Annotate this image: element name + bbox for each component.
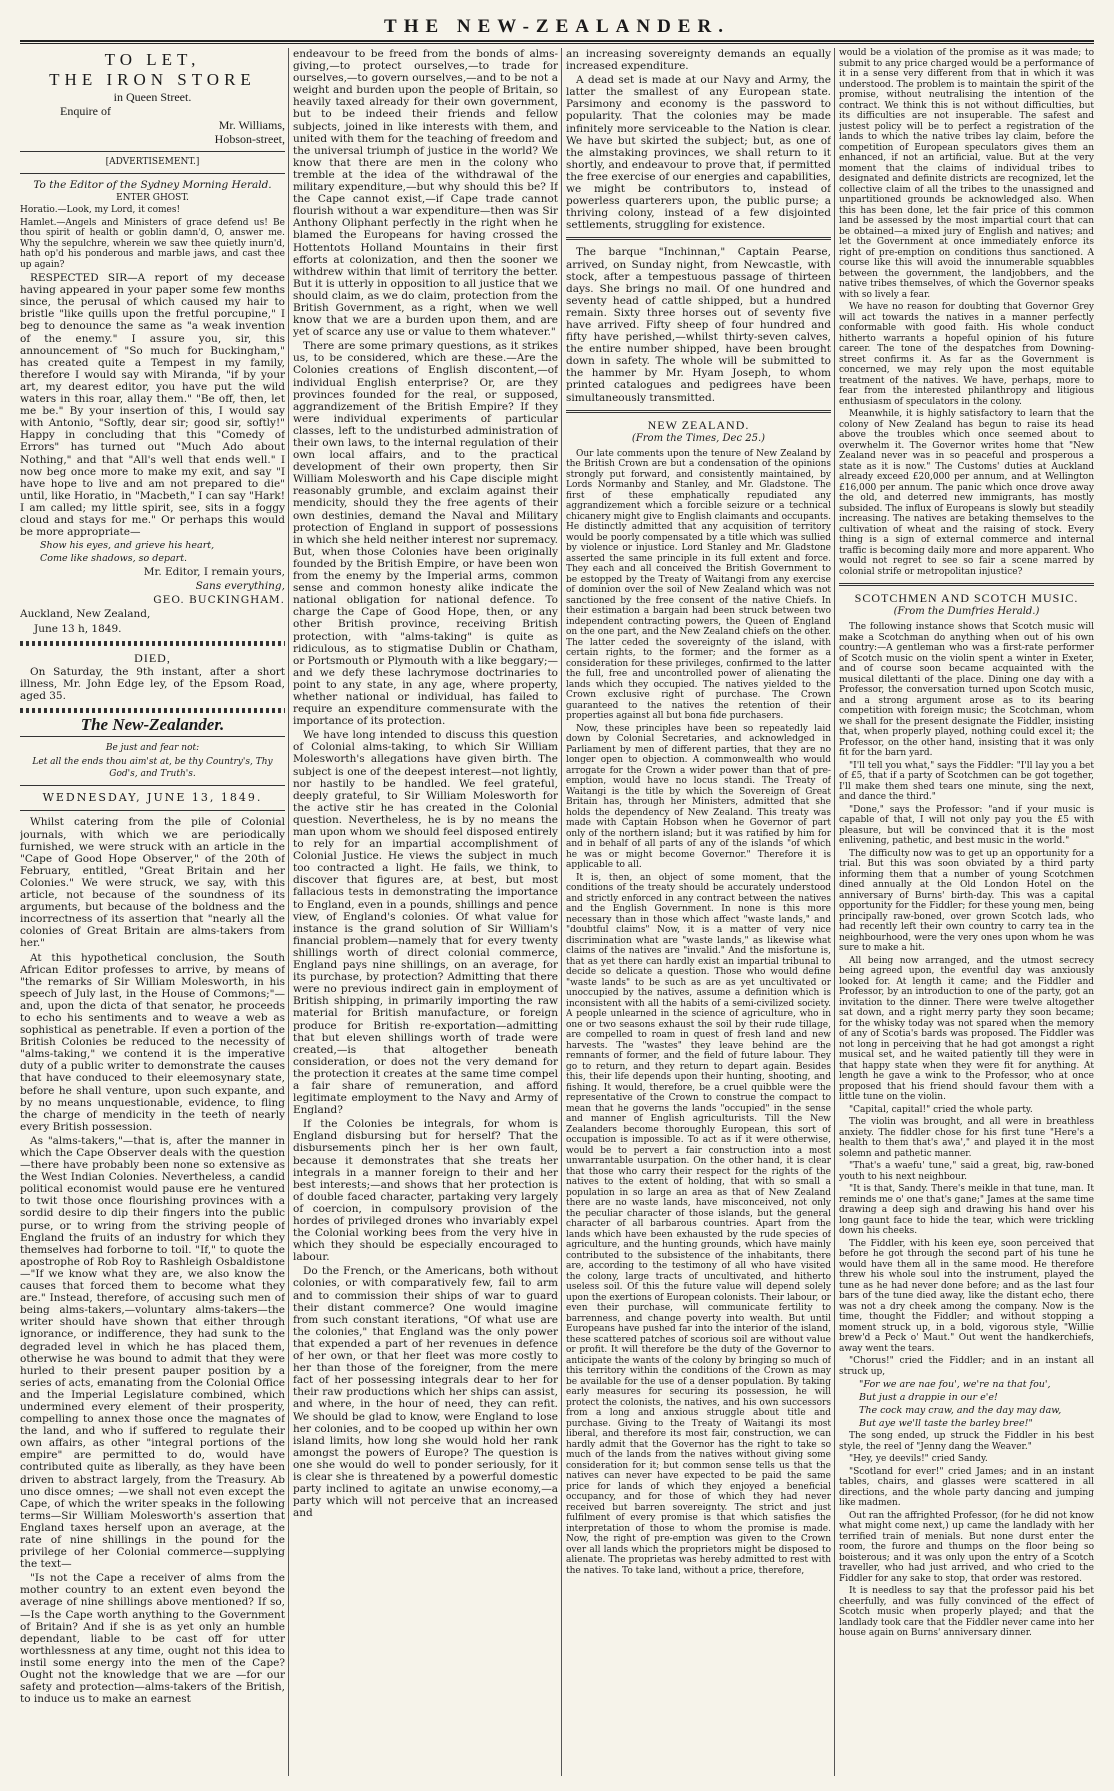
ad-line: Enquire of xyxy=(60,104,111,118)
article-heading: SCOTCHMEN AND SCOTCH MUSIC. xyxy=(854,591,1079,605)
verse-line: But just a drappie in our e'e! xyxy=(859,1392,998,1404)
article-paragraph: The song ended, up struck the Fiddler in his best style, the reel of "Jenny dang the Weaver." xyxy=(839,1431,1094,1452)
article-paragraph: "Scotland for ever!" cried James; and in an instant tables, chairs, and glasses were scattered in all directions, and the whole party dancing and jumping like madmen. xyxy=(839,1466,1094,1509)
column-4 xyxy=(839,48,1094,1776)
article-heading: NEW ZEALAND. xyxy=(647,417,750,432)
column-divider xyxy=(834,48,835,1776)
article-paragraph: Now, these principles have been so repeatedly laid down by Colonial Secretaries, and acknowledged in Parliament by men of different parties, that they are no longer open to objection. A commonwealth who would arrogate for the Crown a wider power than that of pre-emption, would have no locus standi. The Treaty of Waitangi is the title by which the Sovereign of Great Britain has, through her Ministers, admitted that she holds the dependency of New Zealand. This treaty was made with Captain Hobson when he Governor of part only of the northern island; but it was ratified by him for and in behalf of all parts of any of the islands "of which he was or might become Governor." Therefore it is applicable to all. xyxy=(566,723,831,871)
shipping-news: The barque "Inchinnan," Captain Pearse, arrived, on Sunday night, from Newcastle, with stock, after a tempestuous passage of thirteen days. She brings no mail. Of one hundred and seventy head of cattle shipped, but a hundred remain. Sixty three horses out of seventy five have arrived. Fifty sheep of four hundred and fifty have perished,—whilst thirty-seven calves, the entire number shipped, have been brought down in safety. The whole will be submitted to the hammer by Mr. Hyam Joseph, to whom printed catalogues and pedigrees have been simultaneously transmitted. xyxy=(566,246,831,404)
motto-line: Let all the ends thou aim'st at, be thy Country's, Thy God's, and Truth's. xyxy=(32,757,273,780)
ad-line: TO LET, xyxy=(104,50,201,69)
ad-headline: THE IRON STORE xyxy=(49,70,256,89)
editorial-paragraph: At this hypothetical conclusion, the South African Editor professes to arrive, by means of "the remarks of Sir William Molesworth, in his speech of July last, in the House of Commons;"—and, upon the dicta of that senator, he proceeds to echo his sentiments and to weave a web as sophistical as penetrable. If even a portion of the British Colonies be reduced to the necessity of "alms-taking," we contend it is the imperative duty of a public writer to demonstrate the causes that have conduced to their eleemosynary state, before he shall venture, upon such expante, and by no means unquestionable, evidence, to fling the charge of mendicity in the teeth of nearly every British possession. xyxy=(20,951,285,1133)
columns xyxy=(20,48,1094,1776)
verse-line: "For we are nae fou', we're na that fou', xyxy=(859,1379,1051,1391)
article-paragraph: "Hey, ye deevils!" cried Sandy. xyxy=(849,1454,988,1465)
divider xyxy=(839,583,1094,586)
masthead-rule xyxy=(20,40,1094,42)
editorial-paragraph: endeavour to be freed from the bonds of alms-giving,—to protect ourselves,—to trade for ourselves,—to govern ourselves,—and to be not a weight and burden upon the people of Britain, so heavily taxed already for their own government, but to be indeed their friends and fellow subjects, joined in like interests with them, and united with them for the teaching of freedom and the universal triumph of justice in the world? We know that there are men in the colony who tremble at the idea of the withdrawal of the military expenditure,—but why should this be? If the Cape cannot exist,—if Cape trade cannot flourish without a war expenditure—then was Sir Anthony Oliphant perfectly in the right when he blamed the Europeans for having crossed the Hottentots Holland Mountains in their first efforts at colonization, and then the sooner we withdrew within that limit of territory the better. But it is utterly in opposition to all justice that we should claim, as we do claim, protection from the British Government, as a right, when we well know that we are a burden upon them, and are yet of scarce any use or value to them whatever." xyxy=(293,48,558,339)
verse-line: But aye we'll taste the barley bree!" xyxy=(859,1418,1033,1430)
editorial-paragraph: Do the French, or the Americans, both without colonies, or with comparatively few, fail to arm and to commission their ships of war to guard their distant commerce? One would imagine from such constant iterations, "Of what use are the colonies," that England was the only power that expended a part of her revenues in defence of her own, or that her fleet was more costly to her than those of the foreigner, from the mere fact of her possessing integrals dear to her for their raw productions which her ships can assist, and where, in the hour of need, they can refit. We should be glad to know, were England to lose her colonies, and to be cooped up within her own island limits, how long she would hold her rank amongst the powers of Europe? The question is one she would do well to ponder seriously, for it is clear she is threatened by a powerful domestic party inclined to agitate an unwise economy,—a party which will not perceive that an increased and xyxy=(293,1265,558,1520)
editorial-paragraph: an increasing sovereignty demands an equally increased expenditure. xyxy=(566,48,831,73)
editorial-paragraph: Whilst catering from the pile of Colonial journals, with which we are periodically furnished, we were struck with an article in the "Cape of Good Hope Observer," of the 20th of February, entitled, "Great Britain and her Colonies." We were struck, we say, with this article, not because of the soundness of its arguments, but because of the boldness and the incorrectness of its assertion that "nearly all the colonies of Great Britain are alms-takers from her." xyxy=(20,816,285,950)
to-let-advert xyxy=(20,50,285,146)
article-source: (From the Dumfries Herald.) xyxy=(893,606,1040,618)
ad-line: Mr. Williams, xyxy=(218,118,285,132)
divider xyxy=(20,810,285,811)
divider xyxy=(20,151,285,152)
letter-closing-2: Sans everything, xyxy=(195,580,285,593)
column-2 xyxy=(293,48,558,1776)
article-paragraph: would be a violation of the promise as it was made; to submit to any price charged would be a performance of it in a sense very different from that in which it was understood. The problem is to maintain the spirit of the promise, without neutralising the intention of the contract. We think this is not without difficulties, but its difficulties are not insuperable. The safest and justest policy will be to perfect a registration of the lands to which the native tribes lay claim, before the competition of European speculators gives them an enhanced, if not an artificial, value. But at the very moment that the claims of individual tribes to designated and definite districts are recognized, let the collective claim of all the tribes to the unassigned and unpartitioned grounds be acknowledged also. When this has been done, let the fair price of this common land be assessed by the most impartial court that can be obtained—a mixed jury of English and natives; and let the Government at once immediately enforce its right of pre-emption on conditions thus sanctioned. A course like this will avoid the innumerable squabbles between the government, the landjobbers, and the native tribes themselves, of which the Governor speaks with so lively a fear. xyxy=(839,48,1094,300)
issue-date: WEDNESDAY, JUNE 13, 1849. xyxy=(42,791,263,805)
editorial-paragraph: There are some primary questions, as it strikes us, to be considered, which are these.—Are the Colonies creations of English discontent,—of individual English enterprise? Or, are they provinces founded for the real, or supposed, aggrandizement of the British Empire? If they were individual experiments of particular classes, left to the undisturbed administration of their own laws, to the internal regulation of their own local affairs, and to the practical development of their own property, then Sir William Molesworth and his Cape disciple might reasonably grumble, and exclaim against their mendicity, should they the free agents of their own destinies, demand the Naval and Military protection of England in support of possessions in which she held neither interest nor supremacy. But, when those Colonies have been originally founded by the British Empire, or have been won from the enemy by the Imperial arms, common sense and common honesty alike indicate the national obligation for national defence. To charge the Cape of Good Hope, then, or any other British province, receiving British protection, with "alms-taking" is quite as ridiculous, as to stigmatise Dublin or Chatham, or Portsmouth or Plymouth with a like beggary;—and we defy these lachrymose doctrinaries to point to any state, in any age, where property, whether national or individual, has failed to require an expenditure commensurate with the importance of its protection. xyxy=(293,340,558,728)
editorial-paragraph: As "alms-takers,"—that is, after the manner in which the Cape Observer deals with the question—there have probably been none so extensive as the West Indian Colonies. Nevertheless, a candid political economist would pause ere he ventured to twit those once flourishing provinces with a sordid desire to dip their fingers into the public purse, or to wring from the striving people of England the fruits of an industry for which they themselves had forborne to toil. "If," to quote the apostrophe of Rob Roy to Rashleigh Osbaldistone—"If we know what they are, we also know the causes that forced them to become what they are." Instead, therefore, of accusing such men of being alms-takers,—voluntary alms-takers—the writer should have shown that either through ignorance, or indifference, they had sunk to the degraded level in which he has placed them, otherwise he was bound to admit that they were hurled to their present pauper position by a series of acts, emanating from the Colonial Office and the Imperial Legislature combined, which undermined every element of their prosperity, compelling to annex those once the magnates of the land, and who if suffered to regulate their own affairs, as other "integral portions of the empire" are permitted to do, would have contributed quite as liberally, as they have been driven to abstract largely, from the Treasury. Ab uno disce omnes; —we shall not even except the Cape, of which the writer speaks in the following terms—Sir William Molesworth's assertion that England taxes herself upon an average, at the rate of nine shillings in the pound for the privilege of her Colonial commerce—supplying the text— xyxy=(20,1134,285,1571)
article-source: (From the Times, Dec 25.) xyxy=(631,432,766,444)
divider xyxy=(20,173,285,174)
divider xyxy=(20,785,285,786)
advert-label: [ADVERTISEMENT.] xyxy=(105,157,200,167)
article-paragraph: "Capital, capital!" cried the whole party. xyxy=(849,1104,1033,1115)
verse-line: Show his eyes, and grieve his heart, xyxy=(40,540,215,552)
paper-title: The New-Zealander. xyxy=(80,715,225,734)
motto-line: Be just and fear not: xyxy=(105,743,200,754)
letter-body: RESPECTED SIR—A report of my decease having appeared in your paper some few months since, the perusal of which caused my hair to bristle "like quills upon the fretful porcupine," I beg to denounce the same as "a weak invention of the enemy." I assure you, sir, this announcement of "So much for Buckingham," has created quite a Tempest in my family, therefore I would say with Miranda, "if by your art, my dearest editor, you have put the wild waters in this roar, allay them." "Be off, then, let me be." By your insertion of this, I would say with Antonio, "Softly, dear sir; good sir, softly!" Happy in concluding that this "Comedy of Errors" has turned out "Much Ado about Nothing," and that "All's well that ends well." I now beg once more to make my exit, and say "I have hope to live and am not prepared to die" until, like Horatio, in "Macbeth," I can say "Hark! I am called; my little spirit, see, sits in a foggy cloud and stays for me." Or perhaps this would be more appropriate— xyxy=(20,272,285,539)
article-paragraph: "Chorus!" cried the Fiddler; and in an instant all struck up, xyxy=(839,1356,1094,1377)
column-divider xyxy=(288,48,289,1776)
verse-line: The cock may craw, and the day may daw, xyxy=(859,1405,1062,1417)
verse-line: Come like shadows, so depart. xyxy=(40,553,188,565)
quote-hamlet: Hamlet.—Angels and Ministers of grace defend us! Be thou spirit of health or goblin damn'd, O, answer me. Why the sepulchre, wherein we saw thee quietly inurn'd, hath op'd his ponderous and marble jaws, and cast thee up again? xyxy=(20,217,285,270)
ad-line: in Queen Street. xyxy=(113,90,192,104)
letter-place: Auckland, New Zealand, xyxy=(20,608,151,621)
article-paragraph: It is, then, an object of some moment, that the conditions of the treaty should be accurately understood and strictly enforced in any contract between the natives and the English Government. In none is this more necessary than in those which affect "waste lands," and "doubtful claims" Now, it is a matter of very nice discrimination what are "waste lands," as likewise what claims of the natives are "invalid." And the misfortune is, that as yet there can hardly exist an impartial tribunal to decide so delicate a question. Those who would define "waste lands" to be such as are as yet uncultivated or unoccupied by the natives, assume a definition which is inconsistent with all the habits of a semi-civilized society. A people unlearned in the science of agriculture, who in one or two seasons exhaust the soil by their rude tillage, are compelled to roam in quest of fresh land and new harvests. The "wastes" they leave behind are the remnants of former, and the field of future labour. They go to return, and they return to depart again. Besides this, their life depends upon their hunting, shooting, and fishing. It would, therefore, be a cruel quibble were the representative of the Crown to construe the compact to mean that he governs the lands "occupied" in the sense and manner of English agriculturists. Till the New Zealanders become thoroughly European, this sort of occupation is impossible. To act as if it were otherwise, would be to pervert a fair construction into a most unwarrantable usurpation. On the other hand, it is clear that those who carry their respect for the rights of the natives to the extent of holding, that with so small a population in so large an area as that of New Zealand there are no waste lands, have misconceived, not only the peculiar character of those islands, but the general character of all barbarous countries. Apart from the lands which have been exhausted by the rude species of agriculture, and the hunting grounds, which have mainly contributed to the subsistence of the inhabitants, there are, according to the testimony of all who have visited the colony, large tracts of uncultivated, and hitherto useless soil. Of this the future value will depend solely upon the exertions of European colonists. Their labour, or even their purchase, will communicate fertility to barrenness, and change poverty into wealth. But until Europeans have pushed far into the interior of the island, these scattered patches of scorious soil are without value or profit. It will therefore be the duty of the Governor to anticipate the wants of the colony by bringing so much of this territory within the conditions of the Crown as may be available for the use of a denser population. By taking early measures for securing its possession, he will protect the colonists, the natives, and his own successors from a long and anxious struggle about title and purchase. Giving to the Treaty of Waitangi its most liberal, and therefore its most fair, construction, we can hardly admit that the Governor has the right to take so much of the lands from the natives without giving some consideration for it; but common sense tells us that the natives can never have expected to be paid the same price for lands of which they enjoyed a beneficial occupancy, and for those of which they had never received but barren sovereignty. The strict and just fulfilment of every promise is that which satisfies the interpretation of those to whom the promise is made. Now, the right of pre-emption was given to the Crown over all lands which the proprietors might be disposed to alienate. The proprietas was hereby admitted to rest with the natives. To take land, without a price, therefore, xyxy=(566,872,831,1576)
article-paragraph: We have no reason for doubting that Governor Grey will act towards the natives in a manner perfectly conformable with good faith. His whole conduct hitherto warrants a hopeful opinion of his future career. The tone of the despatches from Downing-street confirms it. As far as the Government is concerned, we may rely upon the most equitable treatment of the natives. We have, perhaps, more to fear from the interested philanthropy and litigious enthusiasm of speculators in the colony. xyxy=(839,302,1094,407)
letter-date: June 13 h, 1849. xyxy=(34,622,122,635)
died-notice: On Saturday, the 9th instant, after a short illness, Mr. John Edge ley, of the Epsom Road, aged 35. xyxy=(20,665,285,702)
editorial-paragraph: We have long intended to discuss this question of Colonial alms-taking, to which Sir William Molesworth's allegations have given birth. The subject is one of the deepest interest—not lightly, nor hastily to be handled. We feel grateful, deeply grateful, to Sir William Molesworth for the active stir he has created in the Colonial question. Nevertheless, he is by no means the man upon whom we should feel disposed entirely to rely for an impartial accomplishment of Colonial Justice. He views the subject in much too contracted a light. He fails, we think, to discover that figures are, at best, but most fallacious tests in demonstrating the importance to England, even in a pounds, shillings and pence view, of England's colonies. Of what value for instance is the grand solution of Sir William's financial problem—namely that for every twenty shillings worth of direct colonial commerce, England pays nine shillings, on an average, for its purchase, by protection? Admitting that there were no previous indirect gain in employment of British shipping, in primarily importing the raw material for British manufacture, or foreign produce for British re-exportation—admitting that but eleven shillings worth of trade were created,—is that altogether beneath consideration, or does not the very demand for the protection it creates at the same time compel a fair share of remuneration, and afford legitimate employment to the Navy and Army of England? xyxy=(293,729,558,1117)
article-paragraph: Meanwhile, it is highly satisfactory to learn that the colony of New Zealand has begun to raise its head above the troubles which once seemed about to overwhelm it. The Governor writes home that "New Zealand never was in so peaceful and prosperous a state as it is now." The Customs' duties at Auckland already exceed £20,000 per annum, and at Wellington £16,000 per annum. The panic which once drove away the old, and deterred new immigrants, has mostly subsided. The influx of Europeans is slowly but steadily increasing. The natives are betaking themselves to the cultivation of wheat and the raising of stock. Every thing is a sign of external commerce and internal traffic is becoming daily more and more apparent. Who would not regret to see so fair a scene marred by colonial strife or metropolitan injustice? xyxy=(839,409,1094,577)
article-paragraph: The difficulty now was to get up an opportunity for a trial. But this was soon obviated by a third party informing them that a number of young Scotchmen dined annually at the Old London Hotel on the anniversary of Burns' birth-day. This was a capital opportunity for the Fiddler; for these young men, being principally raw-boned, over grown Scotch lads, who had recently left their own country to carry tea in the neighbourhood, were the very ones upon whom he was sure to make a hit. xyxy=(839,848,1094,954)
editorial-paragraph: If the Colonies be integrals, for whom is England disbursing but for herself? That the disbursements pinch her is her own fault, because it demonstrates that she treats her integrals in a manner foreign to their and her best interests;—and shows that her protection is of double faced character, partaking very largely of coercion, in compulsory provision of the hordes of privileged drones who invariably expel the Colonial working bees from the very hive in which they should be especially encouraged to labour. xyxy=(293,1118,558,1264)
stage-direction: ENTER GHOST. xyxy=(116,192,189,203)
masthead-rule-thin xyxy=(20,43,1094,44)
ad-line: Hobson-street, xyxy=(214,132,285,146)
divider xyxy=(566,237,831,240)
letter-signature: GEO. BUCKINGHAM. xyxy=(153,594,285,607)
article-paragraph: Our late comments upon the tenure of New Zealand by the British Crown are but a condensation of the opinions strongly put forward, and consistently maintained, by Lords Normanby and Stanley, and Mr. Gladstone. The first of these emphatically repudiated any aggrandizement which a forcible seizure or a technical chicanery might give to English claimants and occupants. He distinctly admitted that any acquisition of territory would be poorly compensated by a title which was sullied by violence or injustice. Lord Stanley and Mr. Gladstone asserted the same principle in its full extent and force. They each and all conceived the British Government to be estopped by the Treaty of Waitangi from any exercise of dominion over the soil of New Zealand which was not sanctioned by the free consent of the native Chiefs. In their estimation a bargain had been struck between two independent contracting powers, the Queen of England on the one part, and the New Zealand chiefs on the other. The latter ceded the sovereignty of the island, with certain rights, to the former; and the former as a consideration for these privileges, confirmed to the latter the full, free and uncontrolled power of alienating the lands which they occupied. The natives yielded to the Crown exclusive right of purchase. The Crown guaranteed to the natives the retention of their properties against all but bona fide purchasers. xyxy=(566,448,831,722)
divider xyxy=(20,736,285,737)
masthead-title: THE NEW-ZEALANDER. xyxy=(384,16,730,37)
letter-closing: Mr. Editor, I remain yours, xyxy=(143,566,285,579)
ornamental-rule xyxy=(20,708,285,713)
column-1 xyxy=(20,48,285,1776)
ornamental-rule xyxy=(20,641,285,646)
article-paragraph: The violin was brought, and all were in breathless anxiety. The fiddler chose for his first tune "Here's a health to them that's awa'," and played it in the most solemn and pathetic manner. xyxy=(839,1117,1094,1159)
article-paragraph: It is needless to say that the professor paid his bet cheerfully, and was fully convinced of the effect of Scotch music when properly played; and that the landlady took care that the Fiddler never came into her house again on Burns' anniversary dinner. xyxy=(839,1586,1094,1639)
article-paragraph: "That's a waefu' tune," said a great, big, raw-boned youth to his next neighbour. xyxy=(839,1161,1094,1182)
article-paragraph: "It is that, Sandy. There's meikle in that tune, man. It reminds me o' one that's gane;" James at the same time drawing a deep sigh and drawing his hand over his long gaunt face to hide the tear, which were trickling down his cheeks. xyxy=(839,1184,1094,1237)
article-paragraph: "I'll tell you what," says the Fiddler: "I'll lay you a bet of £5, that if a party of Scotchmen can be got together, I'll make them shed tears one minute, sing the next, and dance the third." xyxy=(839,760,1094,803)
editorial-paragraph: A dead set is made at our Navy and Army, the latter the smallest of any European state. Parsimony and economy is the password to popularity. That the colonies may be made infinitely more serviceable to the Nation is clear. We have but skirted the subject; but, as one of the almstaking provinces, we shall return to it shortly, and endeavour to prove that, if permitted the free exercise of our energies and capabilities, we might be contributors to, instead of powerless quarterers upon, the public purse; a thriving colony, instead of a few disjointed settlements, struggling for existence. xyxy=(566,74,831,232)
divider xyxy=(566,410,831,413)
article-paragraph: The Fiddler, with his keen eye, soon perceived that before he got through the second part of his tune he would have them all in the same mood. He therefore threw his whole soul into the instrument, played the tune as he had never done before; and as the last four bars of the tune died away, like the distant echo, there was not a dry cheek among the company. Now is the time, thought the Fiddler; and without stopping a moment struck up, in a bold, vigorous style, "Willie brew'd a Peck o' Maut." Out went the handkerchiefs, away went the tears. xyxy=(839,1238,1094,1354)
quote-horatio: Horatio.—Look, my Lord, it comes! xyxy=(20,205,181,216)
editorial-paragraph: "Is not the Cape a receiver of alms from the mother country to an extent even beyond the average of nine shillings above mentioned? If so,—Is the Cape worth anything to the Government of Britain? And if she is as yet only an humble dependant, liable to be cast off for utter worthlessness at any time, ought not this idea to instil some energy into the men of the Cape? Ought not the knowledge that we are —for our safety and protection—alms-takers of the British, to induce us to make an earnest xyxy=(20,1572,285,1706)
article-paragraph: "Done," says the Professor: "and if your music is capable of that, I will not only pay you the £5 with pleasure, but will be convinced that it is the most enlivening, pathetic, and best music in the world." xyxy=(839,804,1094,847)
letter-heading: To the Editor of the Sydney Morning Herald. xyxy=(33,178,272,191)
article-paragraph: The following instance shows that Scotch music will make a Scotchman do anything when out of his own country:—A gentleman who was a first-rate performer of Scotch music on the violin spent a winter in Exeter, and of course soon became acquainted with the musical dilettanti of the place. Dining one day with a Professor, the conversation turned upon Scotch music, and a strong argument arose as to its bearing competition with foreign music; the Scotchman, whom we shall for the present designate the Fiddler, insisting that, when properly played, nothing could excel it; the Professor, on the other hand, insisting that it was only fit for the barn yard. xyxy=(839,622,1094,759)
article-paragraph: All being now arranged, and the utmost secrecy being agreed upon, the eventful day was anxiously looked for. At length it came; and the Fiddler and Professor, by an introduction to one of the party, got an invitation to the dinner. There were twelve altogether sat down, and a right merry party they soon became; for the whisky today was not spared when the memory of any of Scotia's bards was proposed. The Fiddler was not long in perceiving that he had got amongst a right musical set, and he waited patiently till they were in that happy state when they were fit for anything. At length he gave a wink to the Professor, who at once proposed that his friend should favour them with a little tune on the violin. xyxy=(839,955,1094,1103)
died-heading: DIED, xyxy=(134,650,171,665)
column-divider xyxy=(561,48,562,1776)
masthead xyxy=(20,8,1094,42)
column-3 xyxy=(566,48,831,1776)
article-paragraph: Out ran the affrighted Professor, (for he did not know what might come next,) up came the landlady with her terrified train of menials. But none durst enter the room, the furore and thumps on the floor being so boisterous; and it was only upon the entry of a Scotch traveller, who had just arrived, and who cried to the Fiddler for any sake to stop, that order was restored. xyxy=(839,1510,1094,1584)
